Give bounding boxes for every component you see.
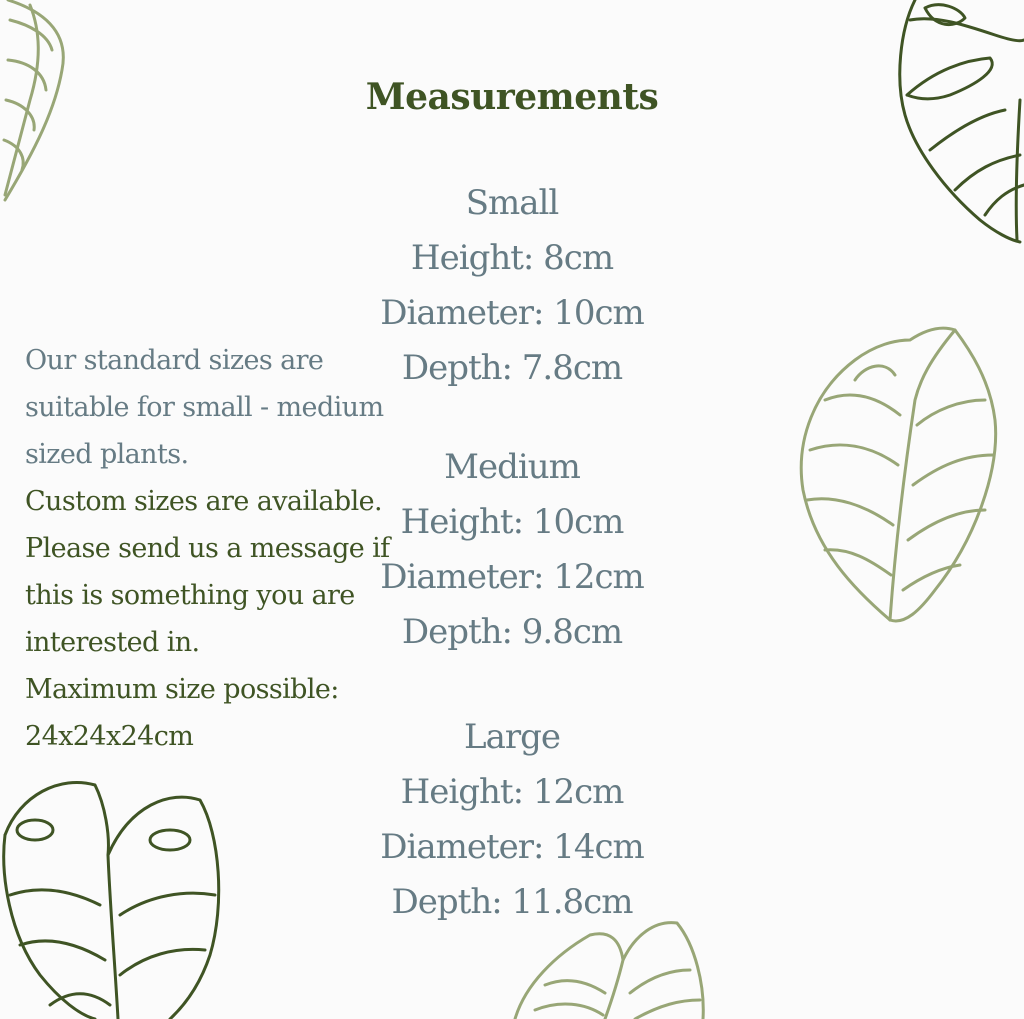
size-diameter: Diameter: 14cm <box>380 827 644 867</box>
size-height: Height: 12cm <box>400 772 624 812</box>
note-line: Maximum size possible: <box>25 674 339 705</box>
monstera-leaf-icon-right <box>795 320 1005 630</box>
note-line: interested in. <box>25 627 200 658</box>
note-line: Please send us a message if <box>25 533 390 564</box>
size-depth: Depth: 11.8cm <box>391 882 633 922</box>
size-diameter: Diameter: 10cm <box>380 293 644 333</box>
page-title: Measurements <box>365 76 659 118</box>
size-height: Height: 10cm <box>400 502 624 542</box>
monstera-leaf-icon-top-right <box>895 0 1024 245</box>
size-notes <box>25 337 395 760</box>
size-depth: Depth: 7.8cm <box>401 348 623 388</box>
size-large <box>362 710 662 930</box>
note-line: suitable for small - medium <box>25 392 384 423</box>
size-name: Small <box>465 183 559 223</box>
note-line: sized plants. <box>25 439 189 470</box>
size-diameter: Diameter: 12cm <box>380 557 644 597</box>
size-medium <box>362 440 662 660</box>
size-height: Height: 8cm <box>410 238 614 278</box>
size-list <box>362 176 662 936</box>
note-line: Custom sizes are available. <box>25 486 382 517</box>
size-depth: Depth: 9.8cm <box>401 612 623 652</box>
size-name: Large <box>464 717 560 757</box>
note-line: Our standard sizes are <box>25 345 324 376</box>
note-line: 24x24x24cm <box>25 721 194 752</box>
size-small <box>362 176 662 396</box>
note-line: this is something you are <box>25 580 355 611</box>
monstera-leaf-icon-bottom-left <box>0 775 225 1019</box>
size-name: Medium <box>444 447 580 487</box>
